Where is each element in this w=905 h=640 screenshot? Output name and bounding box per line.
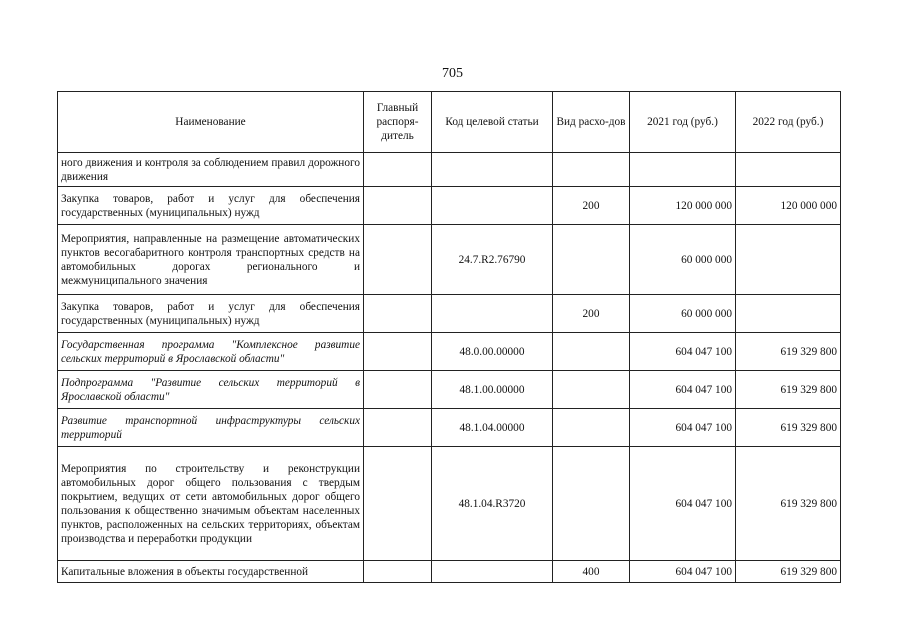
row-2022: 619 329 800 <box>736 561 841 583</box>
row-name: Закупка товаров, работ и услуг для обеспечения государственных (муниципальных) нужд <box>58 187 364 225</box>
table-row-subprogram <box>58 371 841 409</box>
header-name: Наименование <box>58 92 364 153</box>
row-name: Капитальные вложения в объекты государственной <box>58 561 364 583</box>
row-vr: 200 <box>553 295 630 333</box>
header-grbs: Главный распоря-дитель <box>364 92 432 153</box>
row-code: 24.7.R2.76790 <box>432 225 553 295</box>
row-name: Мероприятия, направленные на размещение автоматических пунктов весогабаритного контроля транспортных средств на автомобильных дорогах регионального и межмуниципального значения <box>58 225 364 295</box>
row-2022 <box>736 153 841 187</box>
table-row <box>58 561 841 583</box>
row-2021: 60 000 000 <box>630 225 736 295</box>
row-code <box>432 295 553 333</box>
row-code: 48.1.04.00000 <box>432 409 553 447</box>
row-vr <box>553 225 630 295</box>
table-header-row <box>58 92 841 153</box>
row-2021: 120 000 000 <box>630 187 736 225</box>
row-code: 48.1.04.R3720 <box>432 447 553 561</box>
header-code: Код целевой статьи <box>432 92 553 153</box>
row-2022: 619 329 800 <box>736 333 841 371</box>
row-name: ного движения и контроля за соблюдением правил дорожного движения <box>58 153 364 187</box>
row-2022: 619 329 800 <box>736 409 841 447</box>
row-name: Мероприятия по строительству и реконструкции автомобильных дорог общего пользования с твердым покрытием, ведущих от сети автомобильных дорог общего пользования к общественно значимым объектам населенных пунктов, расположенных на сельских территориях, объектам производства и переработки продукции <box>58 447 364 561</box>
row-code <box>432 153 553 187</box>
row-2021: 604 047 100 <box>630 447 736 561</box>
table-row <box>58 225 841 295</box>
row-grbs <box>364 561 432 583</box>
header-2021: 2021 год (руб.) <box>630 92 736 153</box>
row-grbs <box>364 371 432 409</box>
table-row <box>58 447 841 561</box>
row-vr: 400 <box>553 561 630 583</box>
page-number: 705 <box>442 66 463 81</box>
header-2022: 2022 год (руб.) <box>736 92 841 153</box>
table-row-program <box>58 333 841 371</box>
row-vr <box>553 447 630 561</box>
row-grbs <box>364 333 432 371</box>
row-name: Государственная программа "Комплексное развитие сельских территорий в Ярославской области" <box>58 333 364 371</box>
row-2022: 120 000 000 <box>736 187 841 225</box>
row-vr <box>553 371 630 409</box>
row-grbs <box>364 447 432 561</box>
row-grbs <box>364 153 432 187</box>
row-name: Закупка товаров, работ и услуг для обеспечения государственных (муниципальных) нужд <box>58 295 364 333</box>
row-code <box>432 561 553 583</box>
row-code: 48.0.00.00000 <box>432 333 553 371</box>
row-name: Развитие транспортной инфраструктуры сельских территорий <box>58 409 364 447</box>
table-row <box>58 295 841 333</box>
row-name: Подпрограмма "Развитие сельских территорий в Ярославской области" <box>58 371 364 409</box>
table-row <box>58 153 841 187</box>
row-grbs <box>364 409 432 447</box>
row-2022 <box>736 225 841 295</box>
row-grbs <box>364 225 432 295</box>
budget-table <box>57 91 841 583</box>
row-code: 48.1.00.00000 <box>432 371 553 409</box>
row-2021: 604 047 100 <box>630 333 736 371</box>
row-vr <box>553 153 630 187</box>
row-2022 <box>736 295 841 333</box>
row-vr <box>553 409 630 447</box>
row-2021: 604 047 100 <box>630 409 736 447</box>
row-2021: 604 047 100 <box>630 561 736 583</box>
row-grbs <box>364 295 432 333</box>
row-2021: 60 000 000 <box>630 295 736 333</box>
row-2021: 604 047 100 <box>630 371 736 409</box>
row-vr <box>553 333 630 371</box>
row-grbs <box>364 187 432 225</box>
row-vr: 200 <box>553 187 630 225</box>
table-row-project <box>58 409 841 447</box>
row-2021 <box>630 153 736 187</box>
row-code <box>432 187 553 225</box>
row-2022: 619 329 800 <box>736 447 841 561</box>
row-2022: 619 329 800 <box>736 371 841 409</box>
header-vr: Вид расхо-дов <box>553 92 630 153</box>
table-row <box>58 187 841 225</box>
